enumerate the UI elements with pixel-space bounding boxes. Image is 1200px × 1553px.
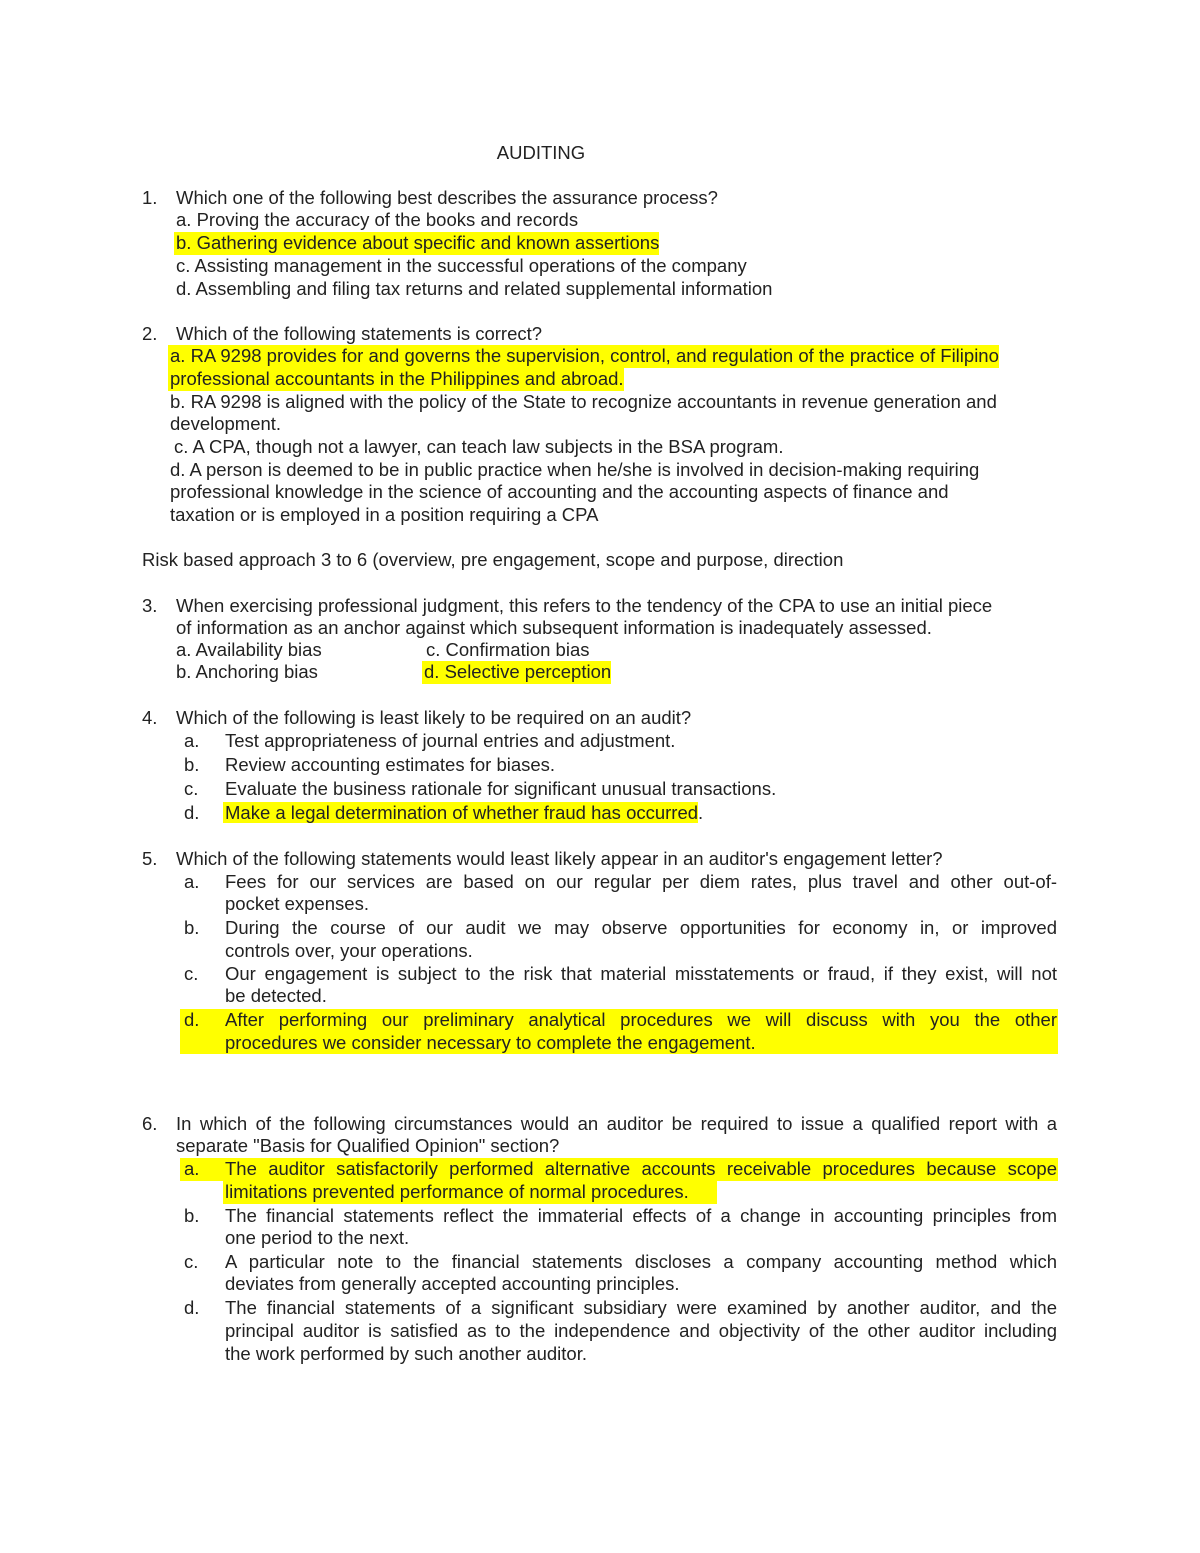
option-c: c. A CPA, though not a lawyer, can teach law subjects in the BSA program. xyxy=(174,436,784,457)
answer-highlight: Make a legal determination of whether fraud has occurred xyxy=(225,802,699,823)
question-number: 2. xyxy=(142,323,158,344)
option-d-answer: d. Selective perception xyxy=(424,661,612,682)
question-stem: Which of the following statements is correct? xyxy=(176,323,543,344)
option-letter: c. xyxy=(184,1251,199,1272)
option-b-line-2: controls over, your operations. xyxy=(225,940,473,961)
question-stem-line-1: In which of the following circumstances would an auditor be required to issue a qualified report with a xyxy=(176,1113,1057,1134)
option-a-line-2: pocket expenses. xyxy=(225,893,369,914)
option-a-answer-line-1: a. RA 9298 provides for and governs the supervision, control, and regulation of the practice of Filipino xyxy=(170,345,999,366)
option-b-line-1: The financial statements reflect the immaterial effects of a change in accounting principles from xyxy=(225,1205,1057,1226)
question-number: 4. xyxy=(142,707,158,728)
option-a: Test appropriateness of journal entries and adjustment. xyxy=(225,730,676,751)
option-c: c. Assisting management in the successful operations of the company xyxy=(176,255,747,276)
option-d-line-2: professional knowledge in the science of accounting and the accounting aspects of finance and xyxy=(170,481,949,502)
option-c-line-2: deviates from generally accepted accounting principles. xyxy=(225,1273,680,1294)
question-stem: Which of the following statements would least likely appear in an auditor's engagement letter? xyxy=(176,848,943,869)
option-c: Evaluate the business rationale for significant unusual transactions. xyxy=(225,778,777,799)
question-stem-line-2: of information as an anchor against which subsequent information is inadequately assessed. xyxy=(176,617,932,638)
option-c-line-1: A particular note to the financial statements discloses a company accounting method which xyxy=(225,1251,1057,1272)
option-b-answer: b. Gathering evidence about specific and known assertions xyxy=(176,232,660,253)
question-stem-line-2: separate "Basis for Qualified Opinion" section? xyxy=(176,1135,560,1156)
option-b-line-2: one period to the next. xyxy=(225,1227,410,1248)
option-b: b. Anchoring bias xyxy=(176,661,318,682)
question-number: 5. xyxy=(142,848,158,869)
option-c: c. Confirmation bias xyxy=(426,639,590,660)
option-a-answer-line-2: limitations prevented performance of normal procedures. xyxy=(225,1181,689,1202)
option-d-answer xyxy=(223,802,703,825)
option-c-line-1: Our engagement is subject to the risk that material misstatements or fraud, if they exist, will not xyxy=(225,963,1057,984)
page-title: AUDITING xyxy=(496,142,586,163)
option-a-answer-line-2: professional accountants in the Philippines and abroad. xyxy=(170,368,624,389)
question-stem: Which one of the following best describes the assurance process? xyxy=(176,187,718,208)
option-letter: a. xyxy=(184,871,200,892)
question-number: 6. xyxy=(142,1113,158,1134)
question-stem-line-1: When exercising professional judgment, this refers to the tendency of the CPA to use an initial piece xyxy=(176,595,993,616)
trailing-period: . xyxy=(698,802,704,823)
question-number: 3. xyxy=(142,595,158,616)
option-a: a. Availability bias xyxy=(176,639,322,660)
option-d: d. Assembling and filing tax returns and related supplemental information xyxy=(176,278,773,299)
option-d-line-3: the work performed by such another auditor. xyxy=(225,1343,587,1364)
option-b-line-2: development. xyxy=(170,413,282,434)
option-d-line-2: principal auditor is satisfied as to the independence and objectivity of the other auditor including xyxy=(225,1320,1057,1341)
option-letter: b. xyxy=(184,754,200,775)
question-number: 1. xyxy=(142,187,158,208)
option-letter: a. xyxy=(184,1158,200,1179)
option-d-line-1: d. A person is deemed to be in public practice when he/she is involved in decision-making requiring xyxy=(170,459,980,480)
option-letter: c. xyxy=(184,778,199,799)
section-note: Risk based approach 3 to 6 (overview, pre engagement, scope and purpose, direction xyxy=(142,549,844,570)
option-d-answer-line-2: procedures we consider necessary to complete the engagement. xyxy=(225,1032,756,1053)
option-b-line-1: b. RA 9298 is aligned with the policy of the State to recognize accountants in revenue generation and xyxy=(170,391,997,412)
option-letter: d. xyxy=(184,802,200,823)
option-a: a. Proving the accuracy of the books and records xyxy=(176,209,579,230)
option-letter: d. xyxy=(184,1009,200,1030)
option-letter: b. xyxy=(184,917,200,938)
option-c-line-2: be detected. xyxy=(225,985,327,1006)
option-a-line-1: Fees for our services are based on our regular per diem rates, plus travel and other out-of- xyxy=(225,871,1057,892)
option-letter: c. xyxy=(184,963,199,984)
option-d-line-1: The financial statements of a significant subsidiary were examined by another auditor, and the xyxy=(225,1297,1057,1318)
option-letter: b. xyxy=(184,1205,200,1226)
option-b-line-1: During the course of our audit we may observe opportunities for economy in, or improved xyxy=(225,917,1057,938)
option-d-line-3: taxation or is employed in a position requiring a CPA xyxy=(170,504,599,525)
option-letter: a. xyxy=(184,730,200,751)
question-stem: Which of the following is least likely to be required on an audit? xyxy=(176,707,692,728)
option-d-answer-line-1: After performing our preliminary analytical procedures we will discuss with you the other xyxy=(225,1009,1057,1030)
option-b: Review accounting estimates for biases. xyxy=(225,754,556,775)
option-a-answer-line-1: The auditor satisfactorily performed alternative accounts receivable procedures because scope xyxy=(225,1158,1057,1179)
option-letter: d. xyxy=(184,1297,200,1318)
